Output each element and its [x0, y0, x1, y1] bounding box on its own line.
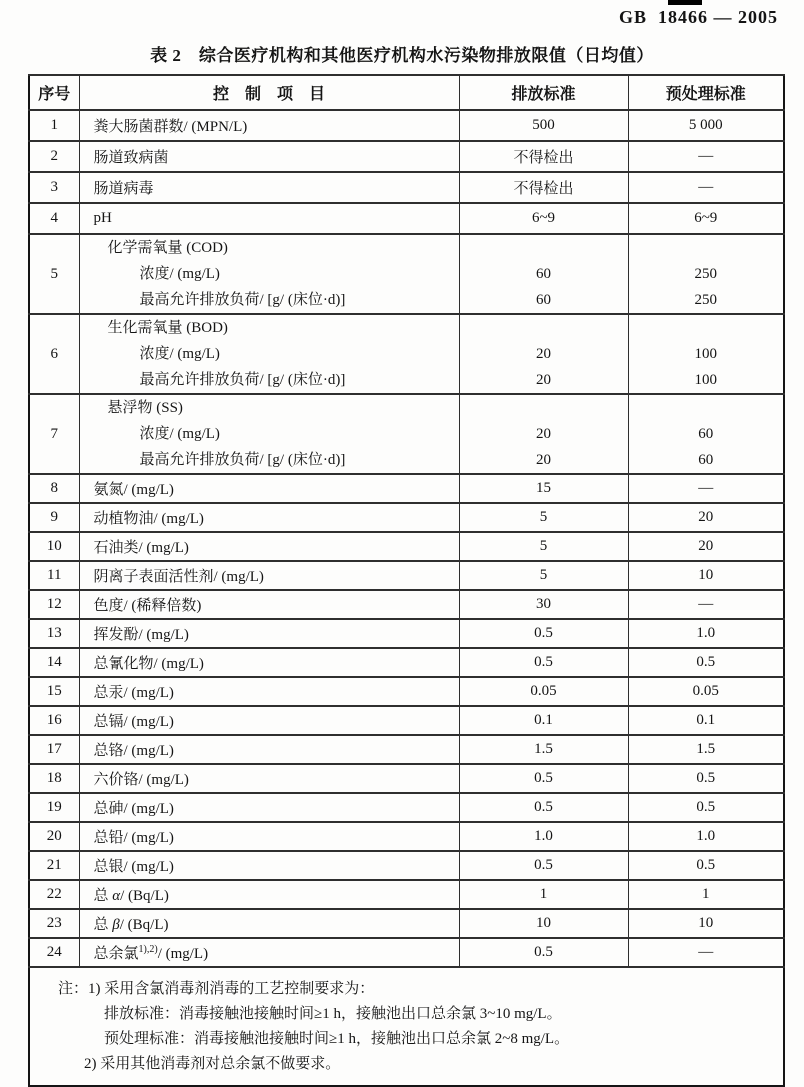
row-number-cell: 21 [29, 851, 79, 880]
discharge-value-cell: 0.5 [459, 851, 628, 880]
table-row [29, 110, 784, 141]
row-number-cell: 6 [29, 314, 79, 394]
row-number-cell: 13 [29, 619, 79, 648]
col-header-control-item: 控 制 项 目 [79, 75, 459, 110]
discharge-value-cell: 500 [459, 110, 628, 141]
item-line [94, 341, 459, 367]
control-item-cell [79, 394, 459, 474]
pretreatment-value-cell: — [628, 141, 784, 172]
item-text: 1),2) [138, 944, 158, 955]
item-text: 肠道病毒 [93, 181, 154, 197]
discharge-line [460, 395, 628, 421]
control-item-cell [79, 793, 459, 822]
discharge-value-cell: 0.05 [459, 677, 628, 706]
table-row [29, 394, 784, 474]
row-number-cell: 17 [29, 735, 79, 764]
table-row [29, 735, 784, 764]
pretreatment-line [629, 315, 784, 341]
control-item-cell [79, 314, 459, 394]
discharge-line [460, 315, 628, 341]
note-line: 预处理标准：消毒接触池接触时间≥1 h，接触池出口总余氯 2~8 mg/L。 [104, 1031, 570, 1047]
item-text: 浓度/ (mg/L) [139, 266, 220, 282]
pretreatment-value-cell: 0.05 [628, 677, 784, 706]
item-text: 六价铬/ (mg/L) [93, 772, 189, 788]
discharge-value-cell: 0.5 [459, 793, 628, 822]
discharge-value-cell: 0.5 [459, 938, 628, 967]
scan-artifact-mark [668, 0, 702, 5]
item-text: 总氰化物/ (mg/L) [93, 656, 204, 672]
pretreatment-line: 60 [698, 426, 714, 442]
discharge-value-cell: 0.5 [459, 764, 628, 793]
col-header-serial-number: 序号 [29, 75, 79, 110]
item-line [94, 235, 459, 261]
pretreatment-value-cell: 0.1 [628, 706, 784, 735]
item-text: 总铅/ (mg/L) [93, 830, 174, 846]
item-text: 动植物油/ (mg/L) [93, 511, 204, 527]
row-number-cell: 14 [29, 648, 79, 677]
table-row [29, 532, 784, 561]
pretreatment-value-cell: 0.5 [628, 648, 784, 677]
table-row [29, 141, 784, 172]
standard-code: GB 18466 — 2005 [618, 7, 778, 27]
pretreatment-value-cell: 1.5 [628, 735, 784, 764]
item-text: / (mg/L) [157, 946, 209, 962]
col-header-pretreatment-standard: 预处理标准 [628, 75, 784, 110]
control-item-cell [79, 141, 459, 172]
control-item-cell [79, 234, 459, 314]
discharge-value-cell: 1.5 [459, 735, 628, 764]
table-row [29, 203, 784, 234]
pretreatment-value-cell [628, 314, 784, 394]
table-row [29, 561, 784, 590]
item-text: 总铬/ (mg/L) [93, 743, 174, 759]
discharge-value-cell: 1 [459, 880, 628, 909]
row-number-cell: 20 [29, 822, 79, 851]
item-text: 总 [93, 888, 113, 904]
discharge-value-cell [459, 314, 628, 394]
item-line [94, 447, 459, 473]
control-item-cell [79, 503, 459, 532]
item-text: 生化需氧量 (BOD) [107, 320, 228, 336]
discharge-line: 60 [536, 292, 551, 308]
row-number-cell: 3 [29, 172, 79, 203]
row-number-cell: 2 [29, 141, 79, 172]
control-item-cell [79, 172, 459, 203]
table-row [29, 474, 784, 503]
note-line: 注：1) 采用含氯消毒剂消毒的工艺控制要求为： [58, 981, 375, 997]
item-text: 粪大肠菌群数/ (MPN/L) [93, 119, 248, 135]
discharge-value-cell: 0.5 [459, 619, 628, 648]
pretreatment-value-cell [628, 234, 784, 314]
discharge-line [460, 235, 628, 261]
table-row [29, 706, 784, 735]
table-row [29, 619, 784, 648]
item-text: 总 [93, 917, 113, 933]
item-text: 悬浮物 (SS) [107, 400, 183, 416]
item-text: α [112, 888, 121, 904]
row-number-cell: 19 [29, 793, 79, 822]
item-line [94, 421, 459, 447]
table-row [29, 909, 784, 938]
item-line [94, 395, 459, 421]
notes-row [29, 967, 784, 1086]
item-line [94, 287, 459, 313]
discharge-value-cell: 不得检出 [459, 141, 628, 172]
table-row [29, 648, 784, 677]
control-item-cell [79, 735, 459, 764]
discharge-line: 20 [536, 452, 551, 468]
header-row [29, 75, 784, 110]
pretreatment-value-cell: 1.0 [628, 822, 784, 851]
discharge-line: 20 [536, 426, 551, 442]
discharge-value-cell: 不得检出 [459, 172, 628, 203]
pretreatment-value-cell: 0.5 [628, 764, 784, 793]
row-number-cell: 1 [29, 110, 79, 141]
item-text: 化学需氧量 (COD) [107, 240, 228, 256]
item-text: pH [93, 210, 112, 226]
control-item-cell [79, 203, 459, 234]
row-number-cell: 15 [29, 677, 79, 706]
control-item-cell [79, 764, 459, 793]
table-row [29, 880, 784, 909]
item-text: 总砷/ (mg/L) [93, 801, 174, 817]
item-line [94, 367, 459, 393]
row-number-cell: 12 [29, 590, 79, 619]
item-text: / (Bq/L) [120, 888, 169, 904]
col-header-discharge-standard: 排放标准 [459, 75, 628, 110]
control-item-cell [79, 648, 459, 677]
row-number-cell: 16 [29, 706, 79, 735]
pretreatment-line: 100 [694, 372, 717, 388]
table-row [29, 822, 784, 851]
pretreatment-value-cell: — [628, 938, 784, 967]
note-line: 2) 采用其他消毒剂对总余氯不做要求。 [84, 1056, 341, 1072]
discharge-value-cell [459, 234, 628, 314]
item-text: 最高允许排放负荷/ [g/ (床位·d)] [139, 452, 346, 468]
item-text: 氨氮/ (mg/L) [93, 482, 174, 498]
table-row [29, 764, 784, 793]
control-item-cell [79, 822, 459, 851]
pretreatment-value-cell: 1 [628, 880, 784, 909]
row-number-cell: 4 [29, 203, 79, 234]
table-row [29, 590, 784, 619]
table-title: 表 2 综合医疗机构和其他医疗机构水污染物排放限值（日均值） [150, 46, 654, 65]
control-item-cell [79, 938, 459, 967]
discharge-value-cell: 30 [459, 590, 628, 619]
emission-limits-table [28, 74, 785, 1087]
control-item-cell [79, 619, 459, 648]
row-number-cell: 23 [29, 909, 79, 938]
item-text: / (Bq/L) [119, 917, 169, 933]
pretreatment-value-cell: — [628, 590, 784, 619]
discharge-value-cell: 5 [459, 503, 628, 532]
item-text: β [112, 917, 120, 933]
discharge-line: 20 [536, 346, 551, 362]
control-item-cell [79, 677, 459, 706]
pretreatment-line: 60 [698, 452, 714, 468]
item-text: 肠道致病菌 [93, 150, 169, 166]
row-number-cell: 11 [29, 561, 79, 590]
item-text: 总余氯 [93, 946, 139, 962]
table-row [29, 172, 784, 203]
table-row [29, 503, 784, 532]
control-item-cell [79, 880, 459, 909]
control-item-cell [79, 474, 459, 503]
row-number-cell: 9 [29, 503, 79, 532]
pretreatment-value-cell: 0.5 [628, 793, 784, 822]
row-number-cell: 8 [29, 474, 79, 503]
item-text: 总汞/ (mg/L) [93, 685, 174, 701]
pretreatment-line: 100 [694, 346, 717, 362]
discharge-value-cell: 5 [459, 561, 628, 590]
item-text: 总镉/ (mg/L) [93, 714, 174, 730]
pretreatment-value-cell: 0.5 [628, 851, 784, 880]
pretreatment-value-cell [628, 394, 784, 474]
row-number-cell: 18 [29, 764, 79, 793]
item-text: 最高允许排放负荷/ [g/ (床位·d)] [139, 292, 346, 308]
item-text: 浓度/ (mg/L) [139, 346, 220, 362]
item-line [94, 315, 459, 341]
pretreatment-line [629, 395, 784, 421]
note-line: 排放标准：消毒接触池接触时间≥1 h，接触池出口总余氯 3~10 mg/L。 [104, 1006, 562, 1022]
discharge-line: 20 [536, 372, 551, 388]
item-text: 总银/ (mg/L) [93, 859, 174, 875]
discharge-value-cell: 0.5 [459, 648, 628, 677]
control-item-cell [79, 561, 459, 590]
table-row [29, 314, 784, 394]
row-number-cell: 22 [29, 880, 79, 909]
pretreatment-value-cell: — [628, 474, 784, 503]
pretreatment-value-cell: 10 [628, 561, 784, 590]
row-number-cell: 7 [29, 394, 79, 474]
table-row [29, 851, 784, 880]
control-item-cell [79, 590, 459, 619]
pretreatment-line [629, 235, 784, 261]
pretreatment-value-cell: 1.0 [628, 619, 784, 648]
pretreatment-value-cell: 10 [628, 909, 784, 938]
discharge-value-cell: 0.1 [459, 706, 628, 735]
pretreatment-line: 250 [694, 292, 717, 308]
discharge-value-cell: 10 [459, 909, 628, 938]
discharge-value-cell: 5 [459, 532, 628, 561]
item-text: 挥发酚/ (mg/L) [93, 627, 189, 643]
control-item-cell [79, 909, 459, 938]
control-item-cell [79, 706, 459, 735]
row-number-cell: 24 [29, 938, 79, 967]
pretreatment-line: 250 [694, 266, 717, 282]
table-row [29, 677, 784, 706]
pretreatment-value-cell: — [628, 172, 784, 203]
row-number-cell: 10 [29, 532, 79, 561]
pretreatment-value-cell: 20 [628, 503, 784, 532]
table-row [29, 938, 784, 967]
discharge-line: 60 [536, 266, 551, 282]
pretreatment-value-cell: 20 [628, 532, 784, 561]
notes-cell [29, 967, 784, 1086]
row-number-cell: 5 [29, 234, 79, 314]
discharge-value-cell [459, 394, 628, 474]
item-text: 阴离子表面活性剂/ (mg/L) [93, 569, 264, 585]
item-text: 石油类/ (mg/L) [93, 540, 189, 556]
discharge-value-cell: 15 [459, 474, 628, 503]
discharge-value-cell: 6~9 [459, 203, 628, 234]
control-item-cell [79, 110, 459, 141]
table-row [29, 793, 784, 822]
item-line [94, 261, 459, 287]
item-text: 色度/ (稀释倍数) [93, 598, 202, 614]
item-text: 浓度/ (mg/L) [139, 426, 220, 442]
pretreatment-value-cell: 5 000 [628, 110, 784, 141]
discharge-value-cell: 1.0 [459, 822, 628, 851]
item-text: 最高允许排放负荷/ [g/ (床位·d)] [139, 372, 346, 388]
control-item-cell [79, 532, 459, 561]
control-item-cell [79, 851, 459, 880]
table-row [29, 234, 784, 314]
pretreatment-value-cell: 6~9 [628, 203, 784, 234]
